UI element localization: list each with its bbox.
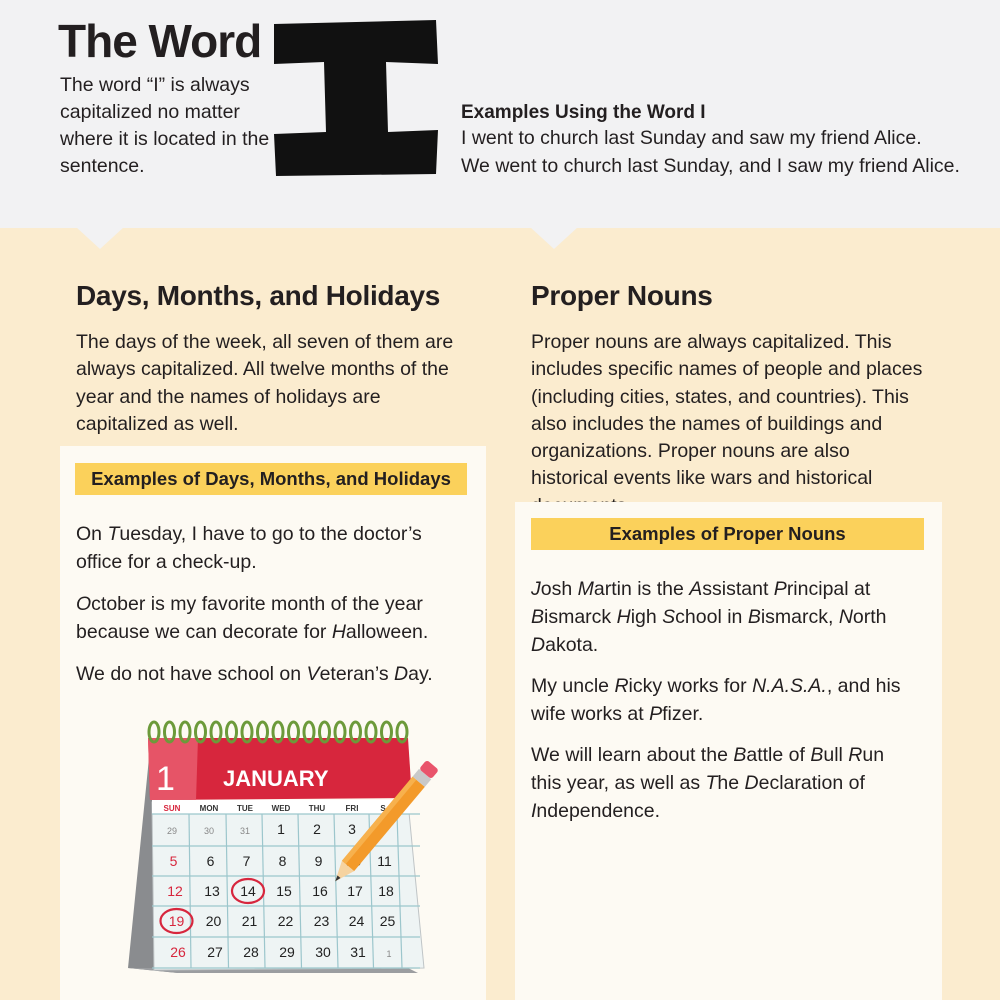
- calendar-day: 29: [166, 826, 178, 836]
- proper-nouns-title: Proper Nouns: [531, 280, 713, 311]
- calendar-illustration: [108, 718, 438, 980]
- proper-nouns-description: Proper nouns are always capitalized. This includes specific names of people and places (including cities, states, and countries). This also includes the names of buildings and organizations. Proper nouns are also historical events like wars and historical: [531, 331, 923, 490]
- calendar-month: JANUARY: [223, 766, 329, 791]
- calendar-day: 6: [206, 853, 215, 869]
- calendar-day: 5: [169, 853, 178, 869]
- calendar-day: 9: [314, 853, 323, 869]
- days-examples-heading: Examples of Days, Months, and Holidays: [75, 463, 467, 495]
- calendar-day: 23: [313, 913, 330, 929]
- days-example: We do not have school on Veteran’s Day.: [76, 663, 433, 685]
- proper-example: Josh Martin is the Assistant Principal at Bismarck High School in Bismarck, North Dakota.: [531, 578, 887, 656]
- calendar-day: 18: [378, 883, 394, 899]
- days-section-title: Days, Months, and Holidays: [76, 280, 441, 311]
- calendar-day: 3: [348, 821, 356, 837]
- calendar-day: 20: [205, 913, 222, 929]
- calendar-weekday: THU: [308, 804, 326, 813]
- page-title: The Word: [58, 15, 262, 67]
- calendar-day: 27: [207, 944, 223, 960]
- calendar-day: 1: [277, 821, 285, 837]
- calendar-weekday: FRI: [345, 804, 359, 813]
- calendar-day: 30: [315, 944, 331, 960]
- examples-heading: Examples Using the Word I: [461, 102, 706, 123]
- calendar-day: 31: [239, 826, 251, 836]
- calendar-day: 2: [313, 821, 321, 837]
- intro-description: The word “I” is always capitalized no matter where it is located in the sentence.: [60, 74, 270, 177]
- calendar-weekday: MON: [199, 804, 219, 813]
- calendar-day: 12: [167, 883, 183, 899]
- calendar-day: 28: [243, 944, 259, 960]
- proper-example: My uncle Ricky works for N.A.S.A., and his wife works at Pfizer.: [531, 675, 901, 725]
- days-example: October is my favorite month of the year because we can decorate for Halloween.: [76, 593, 429, 643]
- calendar-day: 30: [203, 826, 215, 836]
- calendar-weekday: S: [380, 804, 386, 813]
- calendar-weekday: SUN: [163, 804, 181, 813]
- calendar-weekday: TUE: [237, 804, 253, 813]
- calendar-day: 13: [204, 883, 220, 899]
- days-section-description: The days of the week, all seven of them are always capitalized. All twelve months of the year and the names of holidays are capitalized as well.: [76, 331, 454, 435]
- calendar-day: 7: [242, 853, 251, 869]
- calendar-day: 22: [277, 913, 294, 929]
- calendar-day: 24: [348, 913, 365, 929]
- section-pointer: [530, 227, 578, 249]
- calendar-day: 31: [350, 944, 366, 960]
- calendar-day: 16: [312, 883, 328, 899]
- calendar-day: 26: [170, 944, 186, 960]
- proper-example: We will learn about the Battle of Bull Run this year, as well as The Declaration of Independence.: [531, 744, 885, 822]
- calendar-day: 14: [240, 883, 256, 899]
- calendar-day: 21: [241, 913, 258, 929]
- calendar-day: 17: [347, 883, 363, 899]
- section-pointer: [76, 227, 124, 249]
- calendar-day: 29: [279, 944, 295, 960]
- proper-examples-heading: Examples of Proper Nouns: [531, 518, 924, 550]
- big-letter-i-graphic: [270, 18, 442, 178]
- calendar-day: 19: [168, 913, 185, 929]
- calendar-day: 15: [276, 883, 292, 899]
- calendar-weekdays: [152, 800, 410, 814]
- example-sentence: I went to church last Sunday and saw my friend Alice.: [461, 127, 922, 149]
- calendar-weekday: WED: [271, 804, 291, 813]
- calendar-day: 25: [379, 913, 396, 929]
- calendar-day: 8: [278, 853, 287, 869]
- calendar-day-number: 1: [156, 760, 175, 798]
- calendar-day: 11: [377, 853, 392, 869]
- example-sentence: We went to church last Sunday, and I saw my friend Alice.: [461, 155, 960, 177]
- days-example: On Tuesday, I have to go to the doctor’s office for a check-up.: [76, 523, 422, 573]
- calendar-day: 1: [386, 949, 392, 959]
